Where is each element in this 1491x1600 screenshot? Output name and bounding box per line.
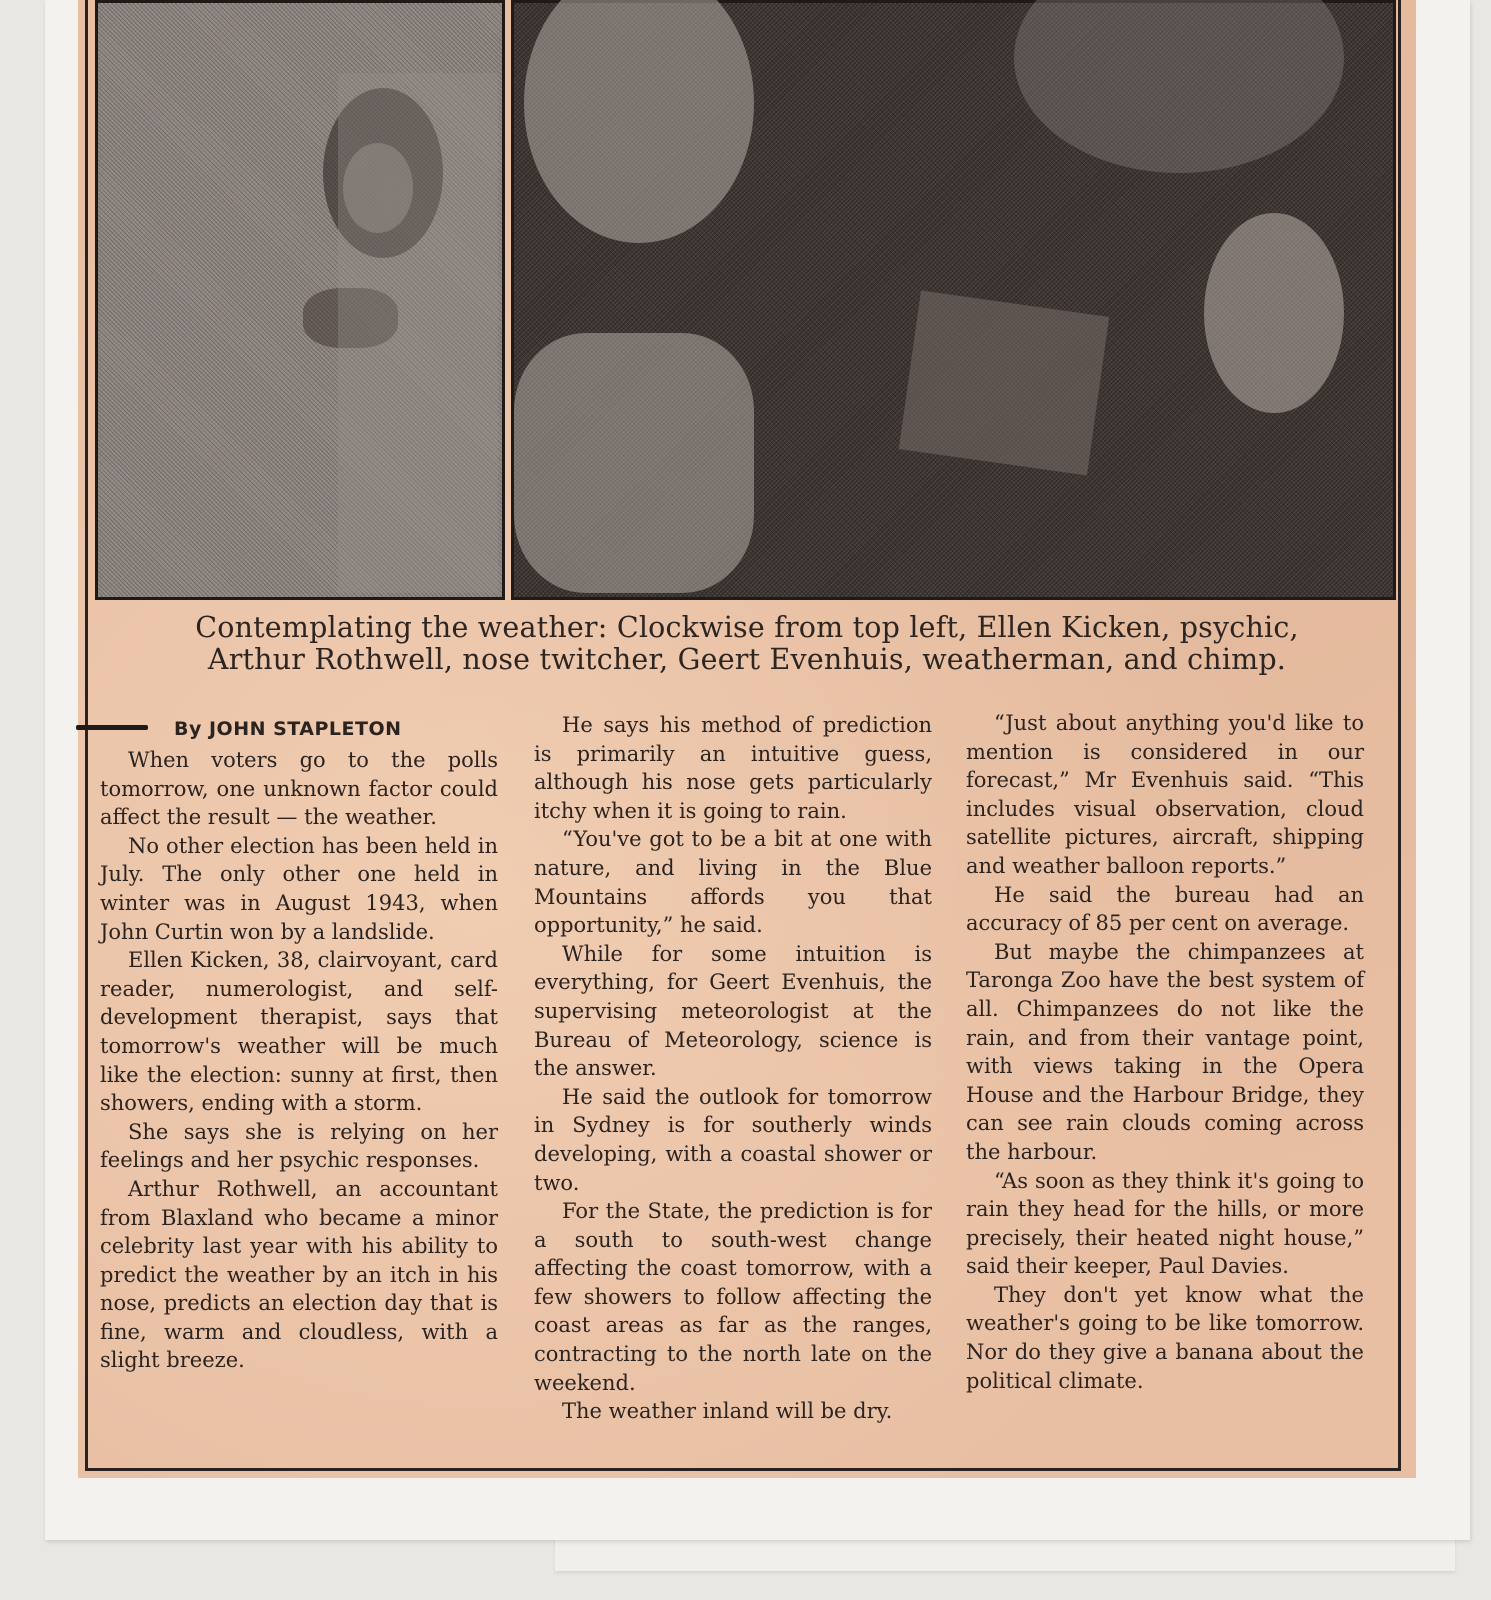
paragraph: They don't yet know what the weather's going to be like tomorrow. Nor do they give a banana about the political climate. — [966, 1282, 1364, 1393]
photo-chimp — [95, 0, 505, 600]
paper-chart-shape — [899, 291, 1109, 476]
wall-edge-shape — [338, 73, 498, 593]
upper-figure-shape — [1014, 0, 1344, 173]
paragraph: While for some intuition is everything, for Geert Evenhuis, the supervising meteorologist at the Bureau of Meteorology, science is the answer. — [534, 941, 932, 1081]
article-column-2 — [534, 711, 932, 1426]
man-head-shape — [524, 0, 754, 243]
paragraph: “Just about anything you'd like to mention is considered in our forecast,” Mr Evenhuis said. “This includes visual observation, cloud satellite pictures, aircraft, shipping and weather balloon reports.” — [966, 711, 1364, 878]
article-body — [100, 711, 1396, 1454]
paragraph: “As soon as they think it's going to rain they head for the hills, or more precisely, their heated night house,” said their keeper, Paul Davies. — [966, 1168, 1364, 1279]
hand-shape — [1204, 213, 1344, 413]
paragraph: Arthur Rothwell, an accountant from Blaxland who became a minor celebrity last year with his ability to predict the weather by an itch in his nose, predicts an election day that is fine, warm and cloudless, with a slight breeze. — [100, 1176, 498, 1373]
paragraph: He said the bureau had an accuracy of 85 per cent on average. — [966, 882, 1364, 936]
paragraph: The weather inland will be dry. — [562, 1399, 893, 1424]
article-column-3 — [966, 709, 1364, 1395]
article-column-1 — [100, 714, 498, 1375]
paragraph: No other election has been held in July. The only other one held in winter was in August 1943, when John Curtin won by a landslide. — [100, 833, 498, 944]
caption-line-2: Arthur Rothwell, nose twitcher, Geert Evenhuis, weatherman, and chimp. — [207, 643, 1287, 676]
paragraph: For the State, the prediction is for a south to south-west change affecting the coast tomorrow, with a few showers to follow affecting the coast areas as far as the ranges, contracting to the north late on the weekend. — [534, 1199, 932, 1395]
caption-line-1: Contemplating the weather: Clockwise from top left, Ellen Kicken, psychic, — [195, 611, 1299, 644]
photo-caption — [78, 612, 1416, 676]
photo-weatherman — [511, 0, 1396, 600]
paragraph: He said the outlook for tomorrow in Sydney is for southerly winds developing, with a coastal shower or two. — [534, 1084, 932, 1195]
paragraph: She says she is relying on her feelings and her psychic responses. — [100, 1119, 498, 1173]
shirt-collar-shape — [514, 333, 754, 593]
newspaper-clipping — [78, 0, 1416, 1478]
paragraph: Ellen Kicken, 38, clairvoyant, card reader, numerologist, and self-development therapist, says that tomorrow's weather will be much like the election: sunny at first, then showers, ending with a storm. — [100, 948, 498, 1116]
paragraph: “You've got to be a bit at one with nature, and living in the Blue Mountains affords you that opportunity,” he said. — [534, 827, 932, 938]
byline-dash-icon — [76, 725, 148, 730]
paragraph: He says his method of prediction is primarily an intuitive guess, although his nose gets particularly itchy when it is going to rain. — [534, 713, 932, 823]
byline: By JOHN STAPLETON — [174, 718, 402, 740]
paragraph: When voters go to the polls tomorrow, one unknown factor could affect the result — the weather. — [100, 748, 498, 830]
paragraph: But maybe the chimpanzees at Taronga Zoo have the best system of all. Chimpanzees do not like the rain, and from their vantage point, with views taking in the Opera House and the Harbour Bridge, they can see rain clouds coming across the harbour. — [966, 939, 1364, 1164]
